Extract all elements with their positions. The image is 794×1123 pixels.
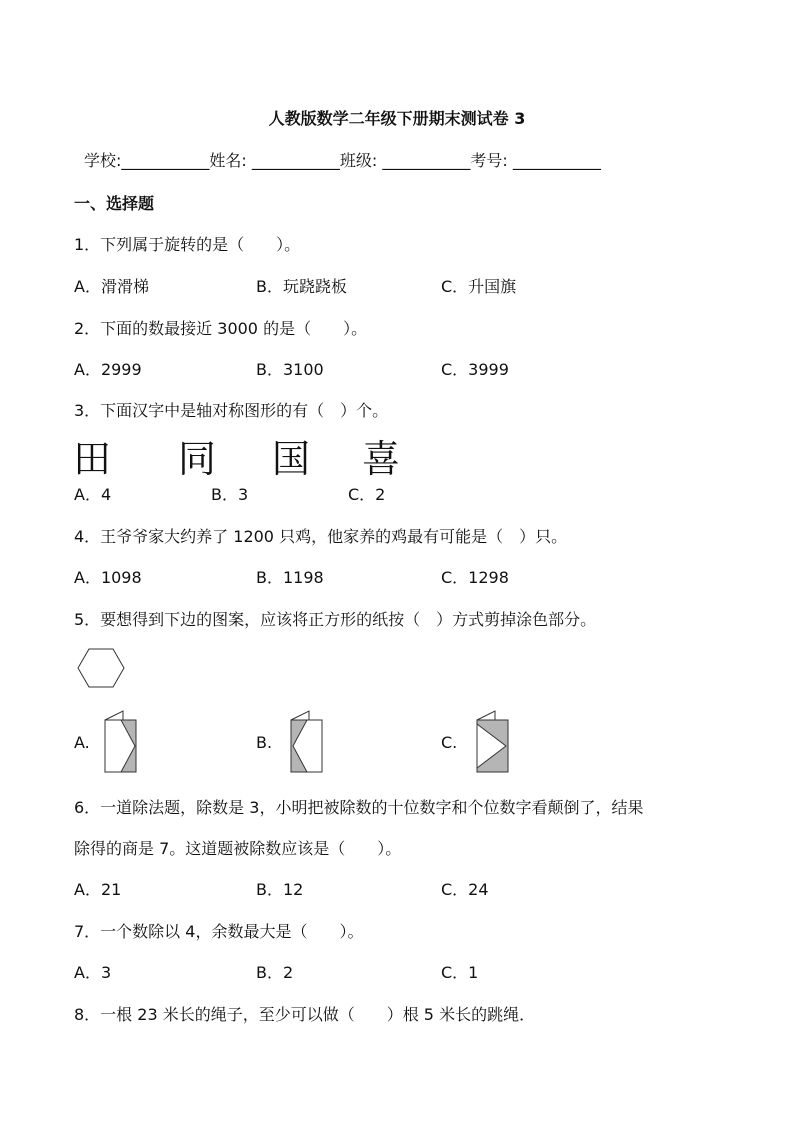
question-4: 4．王爷爷家大约养了 1200 只鸡，他家养的鸡最有可能是（ ）只。: [74, 527, 568, 546]
question-8: 8．一根 23 米长的绳子，至少可以做（ ）根 5 米长的跳绳．: [74, 1005, 536, 1024]
question-6-line-1: 6．一道除法题，除数是 3，小明把被除数的十位数字和个位数字看颠倒了，结果: [74, 798, 644, 817]
hanzi-guo: 国: [272, 437, 311, 481]
student-info-line: 学校:___________姓名: ___________班级: ___________考号: ___________: [84, 151, 601, 170]
q6-option-c: C．24: [441, 880, 489, 899]
q5-option-c-label: C.: [441, 733, 458, 752]
q2-option-b: B．3100: [256, 360, 324, 379]
q5-option-b-label: B.: [256, 733, 273, 752]
q7-option-a: A．3: [74, 963, 112, 982]
hanzi-tian: 田: [73, 437, 112, 481]
q4-option-b: B．1198: [256, 568, 324, 587]
q7-option-b: B．2: [256, 963, 294, 982]
q5-option-a-label: A.: [74, 733, 90, 752]
page-title: 人教版数学二年级下册期末测试卷 3: [268, 109, 526, 128]
section-heading: 一、选择题: [74, 194, 155, 213]
question-5: 5．要想得到下边的图案，应该将正方形的纸按（ ）方式剪掉涂色部分。: [74, 610, 597, 629]
q1-option-a: A．滑滑梯: [74, 277, 149, 296]
question-1: 1．下列属于旋转的是（ ）。: [74, 235, 301, 254]
q4-option-a: A．1098: [74, 568, 142, 587]
q6-option-b: B．12: [256, 880, 304, 899]
q3-option-b: B．3: [211, 485, 249, 504]
q3-option-c: C．2: [348, 485, 386, 504]
q6-option-a: A．21: [74, 880, 122, 899]
q2-option-a: A．2999: [74, 360, 142, 379]
hexagon-figure: [77, 648, 125, 690]
hanzi-xi: 喜: [362, 437, 401, 481]
q7-option-c: C．1: [441, 963, 479, 982]
hanzi-tong: 同: [178, 437, 217, 481]
q3-option-a: A．4: [74, 485, 112, 504]
question-7: 7．一个数除以 4，余数最大是（ ）。: [74, 922, 364, 941]
q4-option-c: C．1298: [441, 568, 509, 587]
folded-paper-a-figure: [104, 710, 138, 774]
q1-option-c: C．升国旗: [441, 277, 517, 296]
question-3: 3．下面汉字中是轴对称图形的有（ ）个。: [74, 401, 389, 420]
folded-paper-b-figure: [290, 710, 324, 774]
folded-paper-c-figure: [476, 710, 510, 774]
question-6-line-2: 除得的商是 7。这道题被除数应该是（ ）。: [74, 839, 402, 858]
q2-option-c: C．3999: [441, 360, 509, 379]
question-2: 2．下面的数最接近 3000 的是（ ）。: [74, 319, 368, 338]
q1-option-b: B．玩跷跷板: [256, 277, 347, 296]
